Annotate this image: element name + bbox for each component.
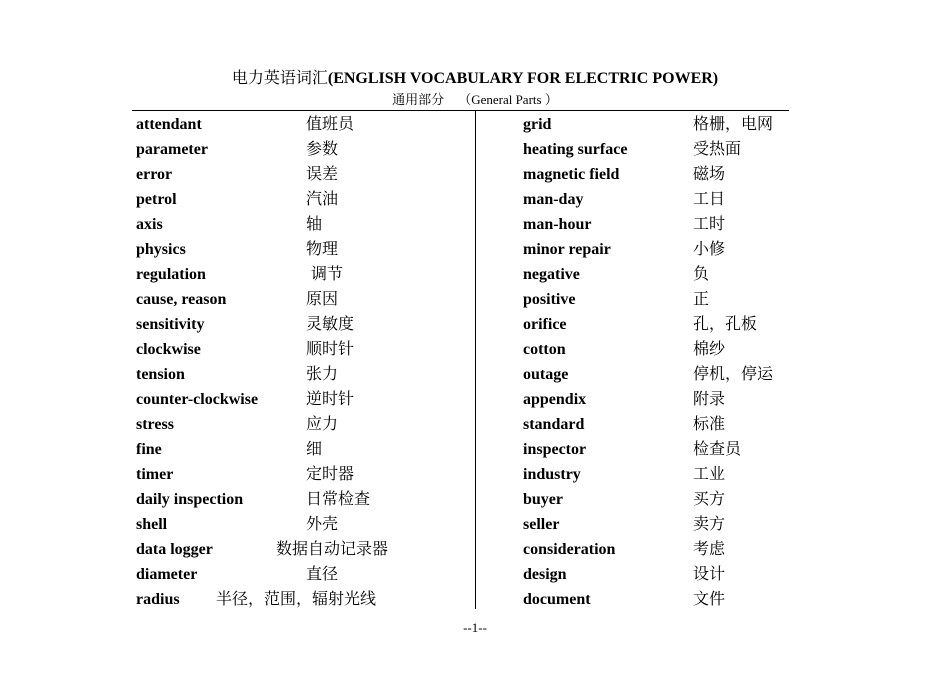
vocab-term: physics bbox=[136, 241, 186, 258]
vocab-term: orifice bbox=[523, 316, 567, 333]
vocab-row bbox=[523, 514, 793, 539]
subtitle-english: （General Parts ） bbox=[458, 92, 558, 107]
vocab-row bbox=[136, 489, 466, 514]
vocab-term: man-hour bbox=[523, 216, 592, 233]
vocab-meaning: 物理 bbox=[306, 241, 339, 258]
vocab-row bbox=[523, 389, 793, 414]
vocab-row bbox=[136, 139, 466, 164]
vocab-meaning: 文件 bbox=[693, 591, 726, 608]
vocab-row bbox=[136, 414, 466, 439]
vocab-row bbox=[523, 239, 793, 264]
vocab-row bbox=[136, 539, 466, 564]
vocab-meaning: 顺时针 bbox=[306, 341, 355, 358]
vocab-term: axis bbox=[136, 216, 163, 233]
vocab-term: stress bbox=[136, 416, 174, 433]
vocab-meaning: 附录 bbox=[693, 391, 726, 408]
vocab-meaning: 参数 bbox=[306, 141, 339, 158]
vocab-meaning: 定时器 bbox=[306, 466, 355, 483]
vocab-term: petrol bbox=[136, 191, 177, 208]
vocab-meaning: 灵敏度 bbox=[306, 316, 355, 333]
header-rule bbox=[132, 110, 789, 111]
vocab-term: positive bbox=[523, 291, 576, 308]
vocab-meaning: 值班员 bbox=[306, 116, 355, 133]
vocab-meaning: 格栅，电网 bbox=[693, 116, 774, 133]
vocab-row bbox=[136, 439, 466, 464]
vocab-row bbox=[136, 339, 466, 364]
vocab-meaning: 细 bbox=[306, 441, 323, 458]
vocab-row bbox=[136, 239, 466, 264]
vocab-meaning: 停机，停运 bbox=[693, 366, 774, 383]
vocab-term: fine bbox=[136, 441, 162, 458]
vocab-term: seller bbox=[523, 516, 560, 533]
title-english: (ENGLISH VOCABULARY FOR ELECTRIC POWER) bbox=[327, 70, 719, 87]
vocab-term: grid bbox=[523, 116, 552, 133]
vocab-row bbox=[136, 164, 466, 189]
vocab-meaning: 考虑 bbox=[693, 541, 726, 558]
vocab-term: appendix bbox=[523, 391, 587, 408]
vocab-meaning: 工业 bbox=[693, 466, 726, 483]
vocab-term: document bbox=[523, 591, 591, 608]
vocab-meaning: 原因 bbox=[306, 291, 339, 308]
vocab-meaning: 张力 bbox=[306, 366, 339, 383]
vocab-row bbox=[523, 139, 793, 164]
vocab-meaning: 检查员 bbox=[693, 441, 742, 458]
title-chinese: 电力英语词汇 bbox=[231, 70, 328, 87]
vocab-term: clockwise bbox=[136, 341, 201, 358]
vocab-meaning: 外壳 bbox=[306, 516, 339, 533]
vocab-meaning: 卖方 bbox=[693, 516, 726, 533]
vocab-term: magnetic field bbox=[523, 166, 620, 183]
vocab-meaning: 棉纱 bbox=[693, 341, 726, 358]
vocab-term: regulation bbox=[136, 266, 206, 283]
vocab-row bbox=[136, 289, 466, 314]
vocab-term: cotton bbox=[523, 341, 566, 358]
vocab-term: tension bbox=[136, 366, 185, 383]
vocab-term: minor repair bbox=[523, 241, 611, 258]
vocab-row bbox=[136, 464, 466, 489]
vocab-row bbox=[523, 189, 793, 214]
vocab-meaning: 轴 bbox=[306, 216, 323, 233]
vocab-meaning: 误差 bbox=[306, 166, 339, 183]
vocab-meaning: 小修 bbox=[693, 241, 726, 258]
vocab-term: design bbox=[523, 566, 567, 583]
vocab-term: timer bbox=[136, 466, 174, 483]
vocab-term: daily inspection bbox=[136, 491, 244, 508]
vocab-row bbox=[523, 539, 793, 564]
vocab-row bbox=[523, 164, 793, 189]
vocab-term: sensitivity bbox=[136, 316, 205, 333]
vocab-row bbox=[523, 214, 793, 239]
vocab-term: attendant bbox=[136, 116, 202, 133]
page-title bbox=[0, 65, 950, 88]
vocab-meaning: 半径，范围，辐射光线 bbox=[216, 591, 377, 608]
vocab-row bbox=[523, 464, 793, 489]
vocab-row bbox=[523, 339, 793, 364]
vocab-row bbox=[523, 314, 793, 339]
vocab-row bbox=[136, 389, 466, 414]
page-subtitle bbox=[0, 89, 950, 108]
vocab-row bbox=[136, 514, 466, 539]
vocab-row bbox=[523, 414, 793, 439]
vocab-term: inspector bbox=[523, 441, 587, 458]
vocab-row bbox=[523, 589, 793, 614]
vocab-term: consideration bbox=[523, 541, 616, 558]
vocab-term: counter-clockwise bbox=[136, 391, 259, 408]
vocab-row bbox=[136, 189, 466, 214]
vocab-meaning: 买方 bbox=[693, 491, 726, 508]
vocab-meaning: 设计 bbox=[693, 566, 726, 583]
subtitle-chinese: 通用部分 bbox=[392, 92, 445, 107]
vocab-meaning: 直径 bbox=[306, 566, 339, 583]
vocab-meaning: 应力 bbox=[306, 416, 339, 433]
vocab-term: shell bbox=[136, 516, 168, 533]
vocab-term: man-day bbox=[523, 191, 584, 208]
vocab-row bbox=[136, 564, 466, 589]
vocab-term: heating surface bbox=[523, 141, 628, 158]
vocab-row bbox=[136, 214, 466, 239]
vocab-row bbox=[136, 114, 466, 139]
vocab-term: diameter bbox=[136, 566, 198, 583]
vocab-term: error bbox=[136, 166, 173, 183]
right-vocabulary-column bbox=[523, 114, 793, 614]
vocab-meaning: 汽油 bbox=[306, 191, 339, 208]
vocab-meaning: 受热面 bbox=[693, 141, 742, 158]
vocab-meaning: 调节 bbox=[311, 266, 344, 283]
vocab-row bbox=[523, 364, 793, 389]
vocab-term: cause, reason bbox=[136, 291, 227, 308]
page-number: --1-- bbox=[463, 620, 487, 635]
vocab-meaning: 逆时针 bbox=[306, 391, 355, 408]
vocab-term: standard bbox=[523, 416, 585, 433]
vocab-meaning: 日常检查 bbox=[306, 491, 371, 508]
vocab-meaning: 标准 bbox=[693, 416, 726, 433]
vocab-term: negative bbox=[523, 266, 580, 283]
vocab-meaning: 磁场 bbox=[693, 166, 726, 183]
vocab-row bbox=[136, 589, 466, 614]
vocab-row bbox=[523, 264, 793, 289]
vocab-row bbox=[136, 364, 466, 389]
vocab-term: parameter bbox=[136, 141, 208, 158]
vocab-row bbox=[136, 264, 466, 289]
vocab-meaning: 负 bbox=[693, 266, 710, 283]
vocab-row bbox=[523, 564, 793, 589]
vocab-term: industry bbox=[523, 466, 581, 483]
vocab-row bbox=[523, 114, 793, 139]
column-divider bbox=[475, 111, 476, 609]
vocab-term: radius bbox=[136, 591, 180, 608]
vocab-meaning: 工日 bbox=[693, 191, 726, 208]
vocab-row bbox=[523, 439, 793, 464]
vocab-meaning: 数据自动记录器 bbox=[276, 541, 389, 558]
vocab-row bbox=[523, 289, 793, 314]
vocab-meaning: 工时 bbox=[693, 216, 726, 233]
vocab-row bbox=[136, 314, 466, 339]
vocab-row bbox=[523, 489, 793, 514]
vocab-meaning: 孔，孔板 bbox=[693, 316, 758, 333]
vocab-term: data logger bbox=[136, 541, 213, 558]
vocab-term: outage bbox=[523, 366, 569, 383]
vocab-term: buyer bbox=[523, 491, 563, 508]
vocab-meaning: 正 bbox=[693, 291, 710, 308]
left-vocabulary-column bbox=[136, 114, 466, 614]
